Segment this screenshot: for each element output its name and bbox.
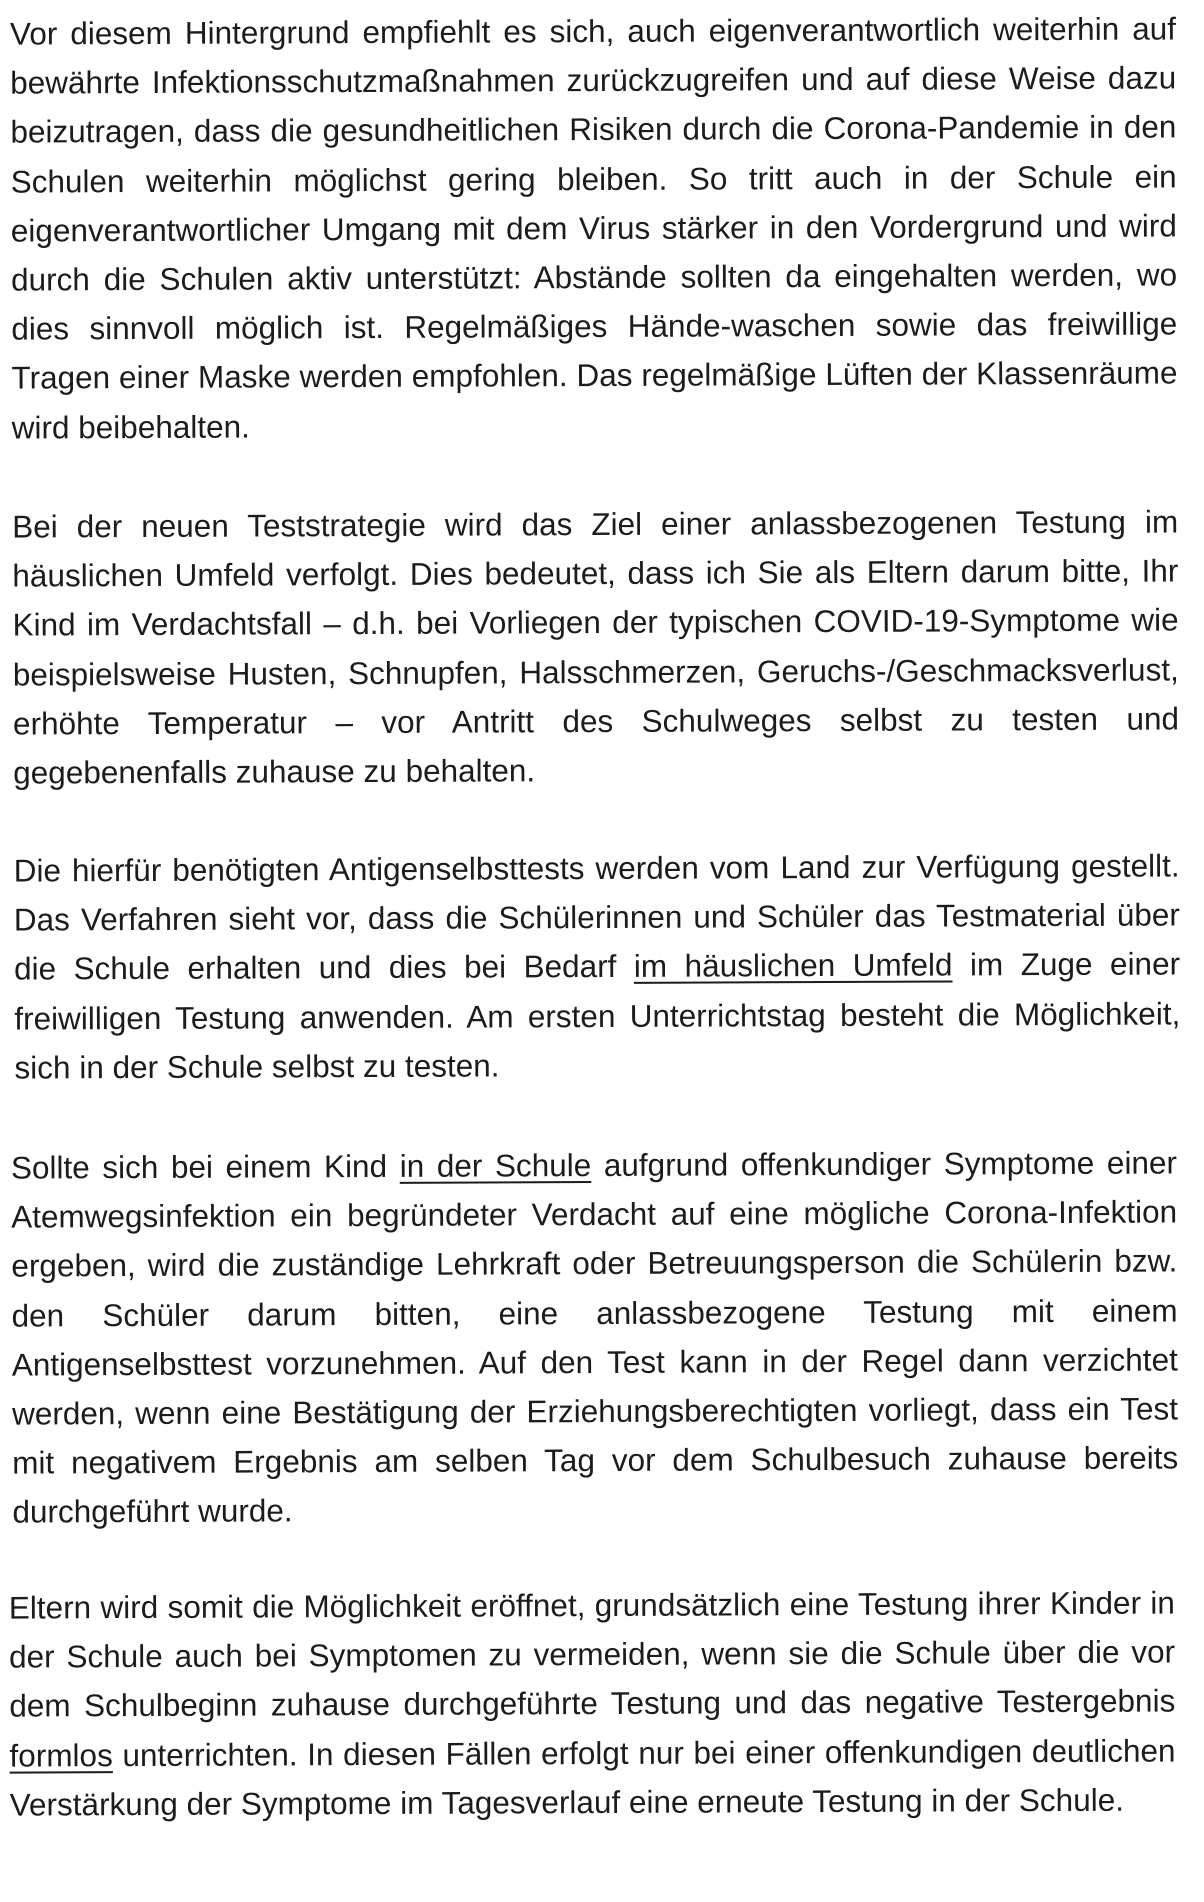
paragraph-antigen-self-tests [14, 841, 1181, 1092]
underlined-emphasis: in der Schule [399, 1147, 592, 1184]
paragraph-text-segment: Eltern wird somit die Möglichkeit eröffnet, grundsätzlich eine Testung ihrer Kinder in der Schule auch bei Symptomen zu vermeiden, wenn sie die Schule über die vor dem Schulbeginn zuhause durchgeführte Testung und das negative Testergebnis [8, 1584, 1176, 1724]
underlined-emphasis: im häuslichen Umfeld [633, 946, 953, 985]
paragraph-text-segment: aufgrund offenkundiger Symptome einer Atemwegsinfektion ein begründeter Verdacht auf eine mögliche Corona-Infektion ergeben, wird die zuständige Lehrkraft oder Betreuungsperson die Schülerin bzw. den Schüler darum bitten, eine anlassbezogene Testung mit einem Antigenselbsttest vorzunehmen. Auf den Test kann in der Regel dann verzichtet werden, wenn eine Bestätigung der Erziehungsberechtigten vorliegt, dass ein Test mit negativem Ergebnis am selben Tag vor dem Schulbesuch zuhause bereits durchgeführt wurde. [11, 1144, 1179, 1530]
underlined-emphasis: formlos [9, 1736, 113, 1774]
paragraph-text-segment: im Zuge einer freiwilligen Testung anwenden. Am ersten Unterrichtstag besteht die Möglichkeit, sich in der Schule selbst zu testen. [14, 945, 1181, 1086]
paragraph-protective-measures: Vor diesem Hintergrund empfiehlt es sich, auch eigenverantwortlich weiterhin auf bewährte Infektionsschutzmaßnahmen zurückzugreifen und auf diese Weise dazu beizutragen, dass die gesundheitlichen Risiken durch die Corona-Pandemie in den Schulen weiterhin möglichst gering bleiben. So tritt auch in der Schule ein eigenverantwortlicher Umgang mit dem Virus stärker in den Vordergrund und wird durch die Schulen aktiv unterstützt: Abstände sollten da eingehalten werden, wo dies sinnvoll möglich ist. Regelmäßiges Hände-waschen sowie das freiwillige Tragen einer Maske werden empfohlen. Das regelmäßige Lüften der Klassenräume wird beibehalten. [9, 10, 1178, 446]
paragraph-text-segment: unterrichten. In diesen Fällen erfolgt nur bei einer offenkundigen deutlichen Verstärkung der Symptome im Tagesverlauf eine erneute Testung in der Schule. [9, 1732, 1176, 1823]
paragraph-text-segment: Die hierfür benötigten Antigenselbsttests werden vom Land zur Verfügung gestellt. Das Verfahren sieht vor, dass die Schülerinnen und Schüler das Testmaterial über die Schule erhalten und dies bei Bedarf [13, 847, 1180, 987]
paragraph-suspicion-at-school [11, 1138, 1179, 1537]
paragraph-text-segment: Sollte sich bei einem Kind [10, 1147, 400, 1186]
paragraph-parent-notification [9, 1578, 1176, 1829]
paragraph-test-strategy: Bei der neuen Teststrategie wird das Ziel einer anlassbezogenen Testung im häuslichen Umfeld verfolgt. Dies bedeutet, dass ich Sie als Eltern darum bitte, Ihr Kind im Verdachtsfall – d.h. bei Vorliegen der typischen COVID-19-Symptome wie beispielsweise Husten, Schnupfen, Halsschmerzen, Geruchs-/Geschmacksverlust, erhöhte Temperatur – vor Antritt des Schulweges selbst zu testen und gegebenenfalls zuhause zu behalten. [12, 503, 1180, 791]
